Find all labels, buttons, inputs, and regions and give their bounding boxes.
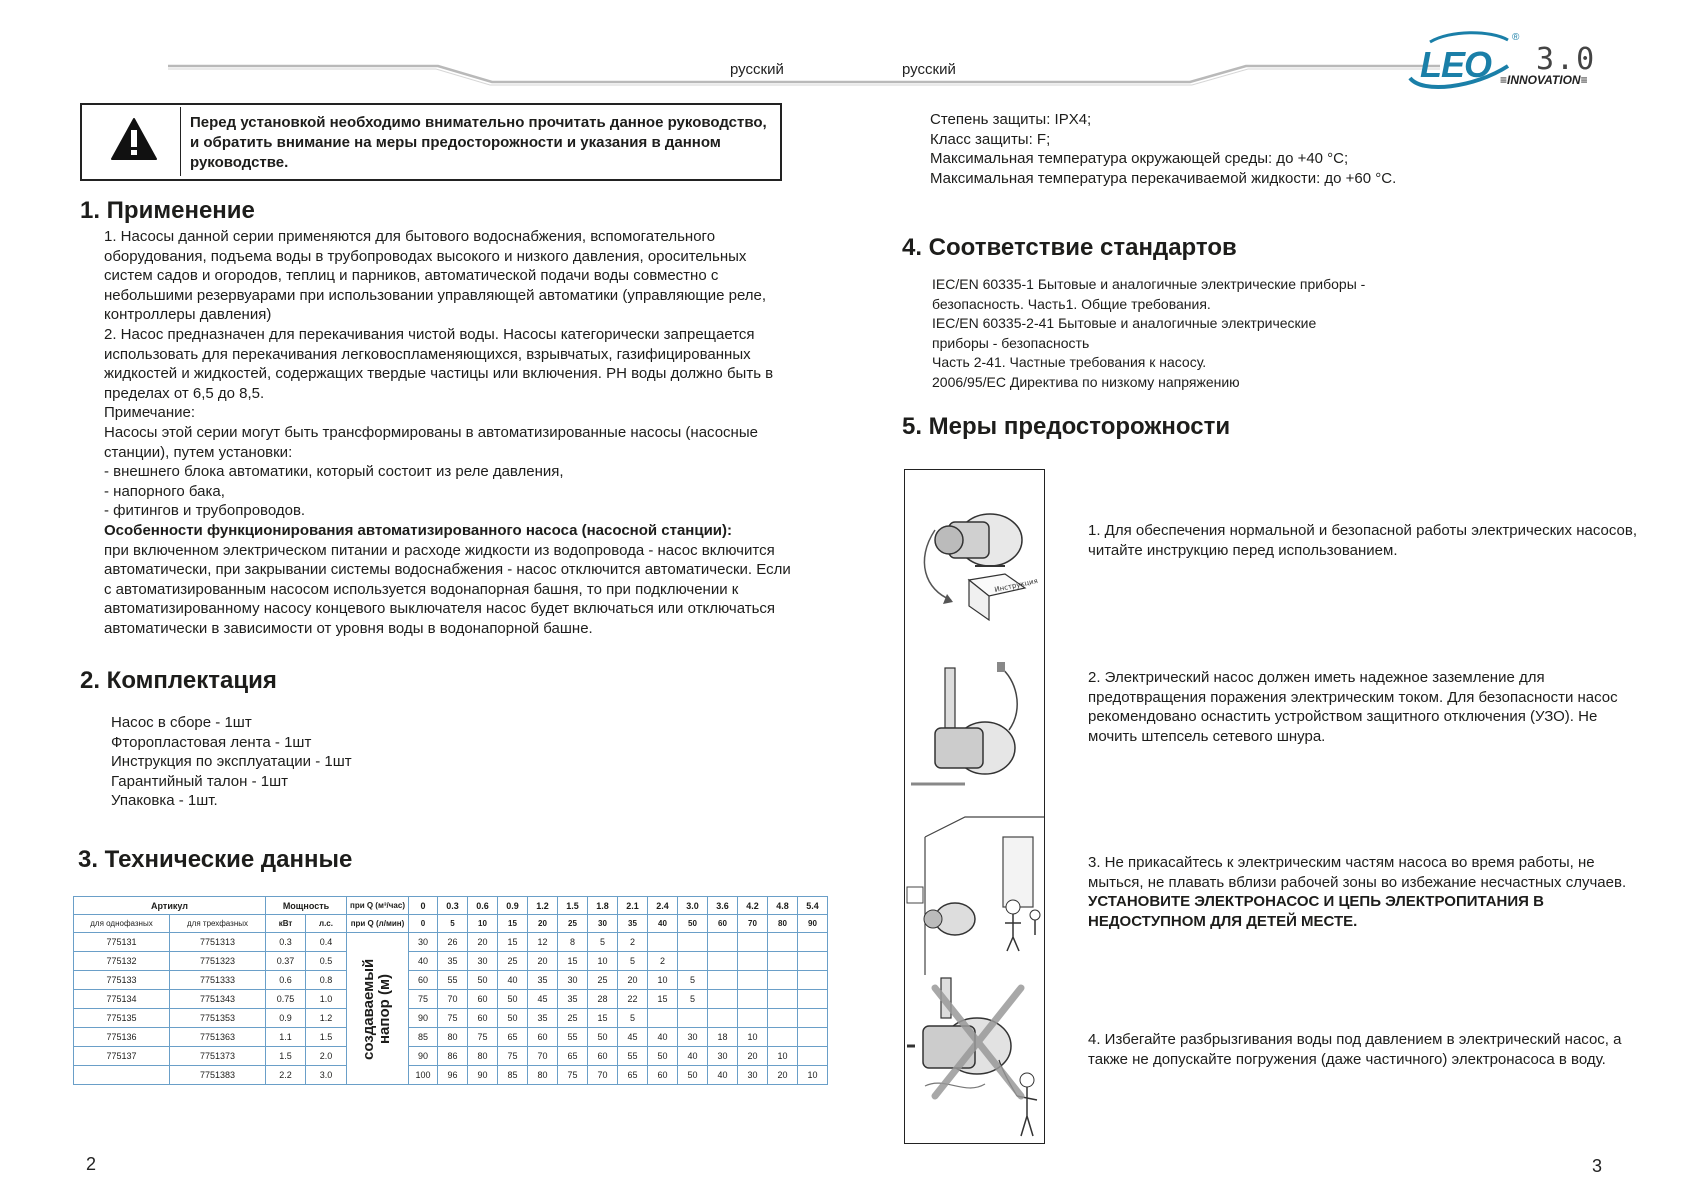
head-value: 60: [468, 990, 498, 1009]
safety-item-3: 3. Не прикасайтесь к электрическим частям насоса во время работы, не мыться, не плавать вблизи рабочей зоны во избежание несчастных случаев.: [1088, 854, 1627, 891]
head-value: 60: [468, 1009, 498, 1028]
head-value: 12: [528, 933, 558, 952]
head-value: 20: [618, 971, 648, 990]
head-value: [768, 1009, 798, 1028]
head-value: [768, 971, 798, 990]
safety-item-1: 1. Для обеспечения нормальной и безопасной работы электрических насосов, читайте инструкцию перед использованием.: [1088, 522, 1637, 559]
q-m3-value: 0.3: [438, 897, 468, 915]
head-value: 55: [438, 971, 468, 990]
safety-illustration-1: [904, 469, 1045, 639]
head-value: 70: [528, 1047, 558, 1066]
head-value: 2: [648, 952, 678, 971]
warning-icon-cell: [84, 107, 181, 176]
head-value: 25: [588, 971, 618, 990]
safety-text-3: [1088, 853, 1648, 931]
page-number-left: 2: [86, 1154, 97, 1174]
q-m3-value: 1.2: [528, 897, 558, 915]
q-m3-value: 4.2: [738, 897, 768, 915]
q-m3-value: 2.4: [648, 897, 678, 915]
three-phase-article: 7751363: [170, 1028, 266, 1047]
q-lmin-value: 90: [798, 915, 828, 933]
q-m3-value: 1.5: [558, 897, 588, 915]
head-value: 86: [438, 1047, 468, 1066]
head-value: 30: [558, 971, 588, 990]
head-value: 50: [498, 1009, 528, 1028]
section-1-body: [104, 227, 794, 638]
note-label: Примечание:: [104, 404, 195, 422]
head-value: 10: [768, 1047, 798, 1066]
note-bullet-3: - фитингов и трубопроводов.: [104, 502, 306, 520]
power-hp: 0.4: [306, 933, 347, 952]
q-lmin-value: 80: [768, 915, 798, 933]
head-value: 35: [528, 1009, 558, 1028]
head-value: [648, 933, 678, 952]
head-value: 55: [618, 1047, 648, 1066]
pump-manual-icon: [905, 470, 1044, 638]
spec-line: Степень защиты: IPX4;: [930, 111, 1092, 128]
head-value: [678, 1009, 708, 1028]
head-value: [708, 971, 738, 990]
q-lmin-value: 15: [498, 915, 528, 933]
feature-text: при включенном электрическом питании и расходе жидкости из водопровода - насос включится автоматически, при закрывании системы водоснабжения - насос отключится автоматически. Если с автоматизированным насосом используется водонапорная башня, то при подключении к автоматизированному насосу концевого выключателя насос будет включаться или отключаться автоматически в зависимости от уровня воды в водонапорной башне.: [104, 541, 791, 637]
head-value: 2: [618, 933, 648, 952]
q-lmin-value: 5: [438, 915, 468, 933]
power-kw: 0.6: [266, 971, 306, 990]
single-phase-article: 775133: [74, 971, 170, 990]
child-safety-icon: [905, 807, 1044, 975]
head-value: 30: [708, 1047, 738, 1066]
head-value: 65: [558, 1047, 588, 1066]
head-value: [678, 952, 708, 971]
warning-box: [80, 103, 782, 181]
table-row: [74, 971, 828, 990]
q-lmin-value: 10: [468, 915, 498, 933]
head-value: 10: [738, 1028, 768, 1047]
single-phase-article: 775132: [74, 952, 170, 971]
head-value: 30: [738, 1066, 768, 1085]
table-row: [74, 1009, 828, 1028]
power-hp: 1.5: [306, 1028, 347, 1047]
q-m3-value: 0.9: [498, 897, 528, 915]
head-value: 100: [409, 1066, 438, 1085]
q-m3-value: 3.0: [678, 897, 708, 915]
safety-text-1: [1088, 521, 1648, 560]
head-value: [798, 952, 828, 971]
safety-item-3-warning: УСТАНОВИТЕ ЭЛЕКТРОНАСОС И ЦЕПЬ ЭЛЕКТРОПИТАНИЯ В НЕДОСТУПНОМ ДЛЯ ДЕТЕЙ МЕСТЕ.: [1088, 893, 1544, 930]
manual-label: Инструкция: [993, 576, 1039, 594]
head-value: 30: [409, 933, 438, 952]
single-phase-article: 775136: [74, 1028, 170, 1047]
logo-tagline: [1500, 73, 1588, 87]
head-value: [768, 1028, 798, 1047]
header-q-lmin: при Q (л/мин): [347, 915, 409, 933]
brand-logo: [1404, 28, 1640, 94]
section-4-title: 4. Соответствие стандартов: [902, 234, 1237, 261]
head-label-cell: [347, 933, 409, 1085]
q-m3-value: 2.1: [618, 897, 648, 915]
power-hp: 3.0: [306, 1066, 347, 1085]
head-value: 90: [409, 1047, 438, 1066]
q-lmin-value: 30: [588, 915, 618, 933]
table-row: [74, 990, 828, 1009]
power-hp: 0.5: [306, 952, 347, 971]
q-lmin-value: 60: [708, 915, 738, 933]
header-q-m3: при Q (м³/час): [347, 897, 409, 915]
power-hp: 0.8: [306, 971, 347, 990]
three-phase-article: 7751353: [170, 1009, 266, 1028]
head-value: 15: [588, 1009, 618, 1028]
tagline-rule-left: ≡: [1500, 73, 1508, 87]
head-value: [768, 952, 798, 971]
table-row: [74, 933, 828, 952]
standard-line: приборы - безопасность: [932, 334, 1090, 351]
header-three-phase: для трехфазных: [170, 915, 266, 933]
spec-line: Максимальная температура перекачиваемой жидкости: до +60 °C.: [930, 169, 1397, 187]
head-value: [648, 1009, 678, 1028]
q-lmin-value: 20: [528, 915, 558, 933]
head-value: 96: [438, 1066, 468, 1085]
head-value: 70: [588, 1066, 618, 1085]
three-phase-article: 7751333: [170, 971, 266, 990]
header-power: Мощность: [266, 897, 347, 915]
package-item: Фторопластовая лента - 1шт: [111, 733, 312, 751]
spec-line: Максимальная температура окружающей среды: до +40 °C;: [930, 150, 1349, 168]
head-value: 10: [648, 971, 678, 990]
section-3-title: 3. Технические данные: [78, 846, 353, 873]
head-value: [738, 971, 768, 990]
head-value: 75: [409, 990, 438, 1009]
note-bullet-2: - напорного бака,: [104, 482, 225, 500]
package-item: Гарантийный талон - 1шт: [111, 772, 288, 790]
head-value: [798, 990, 828, 1009]
head-value: 85: [409, 1028, 438, 1047]
head-value: [738, 990, 768, 1009]
head-value: 40: [498, 971, 528, 990]
q-lmin-value: 0: [409, 915, 438, 933]
specs-list: [930, 110, 1396, 188]
three-phase-article: 7751373: [170, 1047, 266, 1066]
table-row: [74, 952, 828, 971]
power-hp: 2.0: [306, 1047, 347, 1066]
lang-label-left: русский: [730, 61, 784, 78]
head-value: 50: [648, 1047, 678, 1066]
head-value: [708, 933, 738, 952]
safety-illustration-2: [904, 638, 1045, 808]
head-value: 15: [498, 933, 528, 952]
head-value: 75: [438, 1009, 468, 1028]
section-1-paragraph-2: 2. Насос предназначен для перекачивания чистой воды. Насосы категорически запрещается использовать для перекачивания легковоспламеняющихся, взрывчатых, газифицированных жидкостей и жидкостей, содержащих твердые частицы или включения. PH воды должно быть в пределах от 6,5 до 8,5.: [104, 325, 774, 402]
three-phase-article: 7751313: [170, 933, 266, 952]
head-value: 40: [409, 952, 438, 971]
safety-item-2: 2. Электрический насос должен иметь надежное заземление для предотвращения поражения электрическим током. Для безопасности насос рекомендовано оснастить устройством защитного отключения (УЗО). Не мочить штепсель сетевого шнура.: [1088, 669, 1618, 745]
head-label: создаваемый напор (м): [359, 957, 393, 1060]
pump-grounding-icon: [905, 638, 1044, 806]
head-value: [738, 1009, 768, 1028]
logo-tagline-text: INNOVATION: [1507, 73, 1581, 87]
head-value: 70: [438, 990, 468, 1009]
q-m3-value: 4.8: [768, 897, 798, 915]
q-lmin-value: 50: [678, 915, 708, 933]
warning-triangle-icon: [110, 117, 158, 161]
standard-line: IEC/EN 60335-1 Бытовые и аналогичные электрические приборы -: [932, 276, 1366, 292]
head-value: 40: [708, 1066, 738, 1085]
logo-version: 3.0: [1536, 42, 1597, 77]
head-value: 60: [648, 1066, 678, 1085]
note-text: Насосы этой серии могут быть трансформированы в автоматизированные насосы (насосные станции), путем установки:: [104, 423, 758, 461]
head-value: 90: [468, 1066, 498, 1085]
single-phase-article: 775134: [74, 990, 170, 1009]
head-value: 75: [468, 1028, 498, 1047]
q-m3-value: 3.6: [708, 897, 738, 915]
table-subheader-row: [74, 915, 828, 933]
no-water-spray-icon: [905, 976, 1044, 1142]
package-list: [111, 713, 352, 811]
single-phase-article: 775137: [74, 1047, 170, 1066]
head-value: 35: [528, 971, 558, 990]
standard-line: Часть 2-41. Частные требования к насосу.: [932, 354, 1207, 371]
table-header-row: [74, 897, 828, 915]
three-phase-article: 7751383: [170, 1066, 266, 1085]
head-value: [738, 933, 768, 952]
head-value: 50: [498, 990, 528, 1009]
head-value: 45: [528, 990, 558, 1009]
head-value: 26: [438, 933, 468, 952]
safety-text-2: [1088, 668, 1648, 746]
table-row: [74, 1047, 828, 1066]
head-value: 15: [558, 952, 588, 971]
q-lmin-value: 40: [648, 915, 678, 933]
head-value: 55: [558, 1028, 588, 1047]
power-kw: 1.1: [266, 1028, 306, 1047]
three-phase-article: 7751323: [170, 952, 266, 971]
head-value: 10: [588, 952, 618, 971]
head-value: 30: [468, 952, 498, 971]
head-value: 22: [618, 990, 648, 1009]
package-item: Инструкция по эксплуатации - 1шт: [111, 753, 352, 771]
package-item: Упаковка - 1шт.: [111, 792, 218, 810]
head-value: 85: [498, 1066, 528, 1085]
q-m3-value: 5.4: [798, 897, 828, 915]
power-kw: 0.75: [266, 990, 306, 1009]
q-lmin-value: 70: [738, 915, 768, 933]
head-value: [798, 971, 828, 990]
head-value: [768, 990, 798, 1009]
section-1-paragraph-1: 1. Насосы данной серии применяются для бытового водоснабжения, вспомогательного оборудования, подъема воды в трубопроводах высокого и низкого давления, оросительных систем садов и огородов, теплиц и парников, автоматической подачи воды совместно с небольшими резервуарами при использовании управляющей автоматики (управляющие реле, контроллеры давления): [104, 228, 767, 324]
head-value: [708, 1009, 738, 1028]
power-hp: 1.0: [306, 990, 347, 1009]
standard-line: IEC/EN 60335-2-41 Бытовые и аналогичные электрические: [932, 315, 1317, 332]
tagline-rule-right: ≡: [1580, 73, 1588, 87]
q-lmin-value: 35: [618, 915, 648, 933]
q-lmin-value: 25: [558, 915, 588, 933]
head-value: 60: [409, 971, 438, 990]
safety-illustration-3: [904, 807, 1045, 977]
section-2-title: 2. Комплектация: [80, 667, 277, 694]
standard-line: 2006/95/EC Директива по низкому напряжению: [932, 373, 1240, 390]
head-value: 60: [588, 1047, 618, 1066]
head-value: 45: [618, 1028, 648, 1047]
standards-list: [932, 275, 1365, 393]
head-value: [798, 1047, 828, 1066]
logo-reg: ®: [1512, 32, 1520, 43]
head-value: 5: [618, 1009, 648, 1028]
head-value: 65: [618, 1066, 648, 1085]
head-value: 25: [558, 1009, 588, 1028]
head-value: 80: [438, 1028, 468, 1047]
head-value: [708, 952, 738, 971]
head-value: 15: [648, 990, 678, 1009]
three-phase-article: 7751343: [170, 990, 266, 1009]
head-value: 50: [588, 1028, 618, 1047]
head-value: [738, 952, 768, 971]
header-kw: кВт: [266, 915, 306, 933]
head-value: 75: [498, 1047, 528, 1066]
head-value: 60: [528, 1028, 558, 1047]
head-value: 5: [588, 933, 618, 952]
note-bullet-1: - внешнего блока автоматики, который состоит из реле давления,: [104, 463, 564, 481]
lang-label-right: русский: [902, 61, 956, 78]
section-1-title: 1. Применение: [80, 197, 255, 224]
head-value: 28: [588, 990, 618, 1009]
single-phase-article: 775135: [74, 1009, 170, 1028]
head-value: 65: [498, 1028, 528, 1047]
head-value: 20: [738, 1047, 768, 1066]
head-value: [798, 1009, 828, 1028]
section-5-title: 5. Меры предосторожности: [902, 413, 1231, 440]
single-phase-article: [74, 1066, 170, 1085]
page-number-right: 3: [1592, 1156, 1603, 1176]
q-m3-value: 1.8: [588, 897, 618, 915]
safety-illustration-4: [904, 976, 1045, 1144]
safety-text-4: [1088, 1030, 1648, 1069]
head-value: 80: [528, 1066, 558, 1085]
head-value: [708, 990, 738, 1009]
q-m3-value: 0: [409, 897, 438, 915]
head-value: 5: [678, 990, 708, 1009]
head-value: 8: [558, 933, 588, 952]
table-row: [74, 1028, 828, 1047]
head-value: 50: [468, 971, 498, 990]
power-kw: 1.5: [266, 1047, 306, 1066]
warning-text: Перед установкой необходимо внимательно прочитать данное руководство, и обратить внимание на меры предосторожности и указания в данном руководстве.: [190, 114, 767, 171]
header-hp: л.с.: [306, 915, 347, 933]
head-value: 30: [678, 1028, 708, 1047]
head-value: 35: [438, 952, 468, 971]
head-value: 50: [678, 1066, 708, 1085]
head-value: [768, 933, 798, 952]
single-phase-article: 775131: [74, 933, 170, 952]
header-article: Артикул: [74, 897, 266, 915]
head-value: 5: [618, 952, 648, 971]
q-m3-value: 0.6: [468, 897, 498, 915]
head-value: [798, 933, 828, 952]
head-value: 75: [558, 1066, 588, 1085]
head-value: 18: [708, 1028, 738, 1047]
power-kw: 0.3: [266, 933, 306, 952]
head-value: 25: [498, 952, 528, 971]
power-kw: 2.2: [266, 1066, 306, 1085]
head-value: 20: [768, 1066, 798, 1085]
head-value: [678, 933, 708, 952]
standard-line: безопасность. Часть1. Общие требования.: [932, 295, 1211, 312]
safety-item-4: 4. Избегайте разбрызгивания воды под давлением в электрический насос, а также не допускайте погружения (даже частичного) электронасоса в воду.: [1088, 1031, 1622, 1068]
head-value: 80: [468, 1047, 498, 1066]
feature-title: Особенности функционирования автоматизированного насоса (насосной станции):: [104, 521, 733, 539]
head-value: 90: [409, 1009, 438, 1028]
header-single-phase: для однофазных: [74, 915, 170, 933]
head-value: 35: [558, 990, 588, 1009]
power-kw: 0.37: [266, 952, 306, 971]
spec-line: Класс защиты: F;: [930, 130, 1051, 148]
logo-text: LEO: [1420, 44, 1492, 85]
head-value: 10: [798, 1066, 828, 1085]
power-kw: 0.9: [266, 1009, 306, 1028]
package-item: Насос в сборе - 1шт: [111, 714, 252, 731]
power-hp: 1.2: [306, 1009, 347, 1028]
tech-data-table: [73, 896, 828, 1085]
head-value: 40: [648, 1028, 678, 1047]
head-value: 20: [528, 952, 558, 971]
head-value: 5: [678, 971, 708, 990]
head-value: 40: [678, 1047, 708, 1066]
table-row: [74, 1066, 828, 1085]
head-value: [798, 1028, 828, 1047]
head-value: 20: [468, 933, 498, 952]
